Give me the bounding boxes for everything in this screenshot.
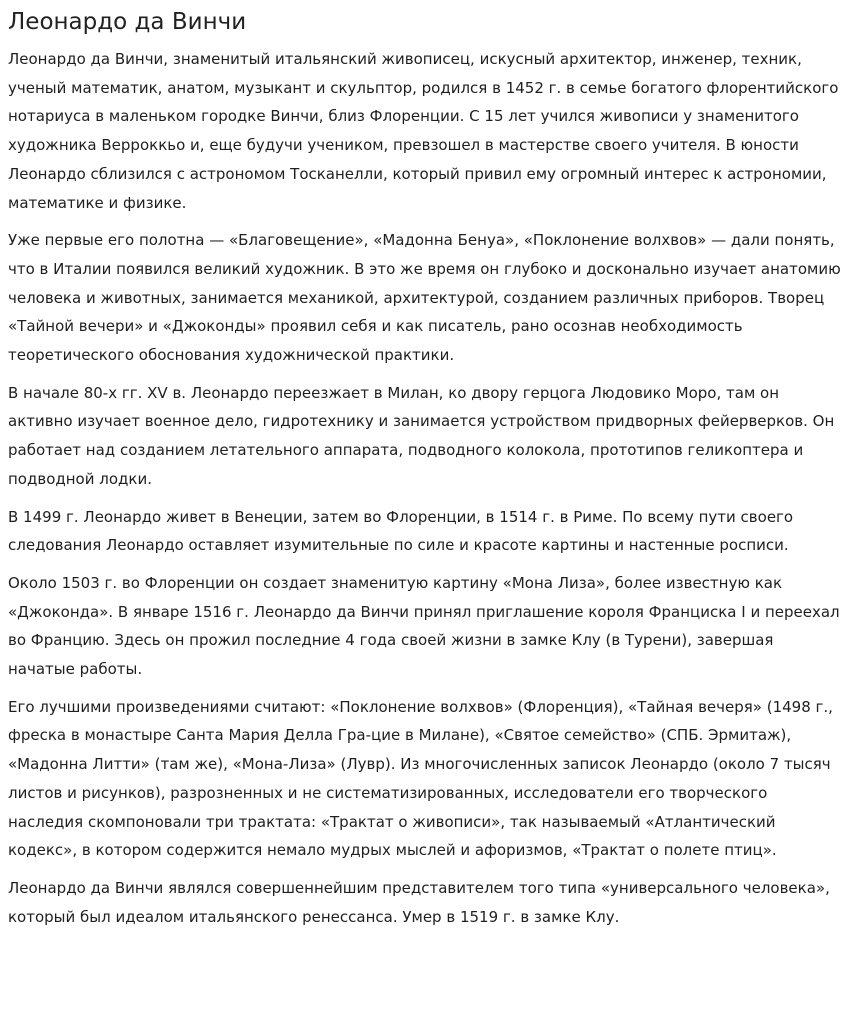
paragraph-6: Его лучшими произведениями считают: «Поклонение волхвов» (Флоренция), «Тайная вечеря» (1498 г., фреска в монастыре Санта Мария Делла Гра-цие в Милане), «Святое семейство» (СПБ. Эрмитаж), «Мадонна Литти» (там же), «Мона-Лиза» (Лувр). Из многочисленных записок Леонардо (около 7 тысяч листов и рисунков), разрозненных и не систематизированных, исследователи его творческого наследия скомпоновали три трактата: «Трактат о живописи», так называемый «Атлантический кодекс», в котором содержится немало мудрых мыслей и афоризмов, «Трактат о полете птиц».: [8, 697, 833, 860]
page-title: Леонардо да Винчи: [8, 9, 247, 35]
paragraph-1: Леонардо да Винчи, знаменитый итальянский живописец, искусный архитектор, инженер, техник, ученый математик, анатом, музыкант и скульптор, родился в 1452 г. в семье богатого флорентийского нотариуса в маленьком городке Винчи, близ Флоренции. С 15 лет учился живописи у знаменитого художника Верроккьо и, еще будучи учеником, превзошел в мастерстве своего учителя. В юности Леонардо сблизился с астрономом Тосканелли, который привил ему огромный интерес к астрономии, математике и физике.: [8, 50, 839, 212]
paragraph-3: В начале 80-х гг. XV в. Леонардо переезжает в Милан, ко двору герцога Людовико Моро, там он активно изучает военное дело, гидротехнику и занимается устройством придворных фейерверков. Он работает над созданием летательного аппарата, подводного колокола, прототипов геликоптера и подводной лодки.: [8, 383, 835, 488]
paragraph-5: Около 1503 г. во Флоренции он создает знаменитую картину «Мона Лиза», более известную как «Джоконда». В январе 1516 г. Леонардо да Винчи принял приглашение короля Франциска I и переехал во Францию. Здесь он прожил последние 4 года своей жизни в замке Клу (в Турени), завершая начатые работы.: [8, 573, 840, 679]
paragraph-2: Уже первые его полотна — «Благовещение», «Мадонна Бенуа», «Поклонение волхвов» — дали понять, что в Италии появился великий художник. В это же время он глубоко и досконально изучает анатомию человека и животных, занимается механикой, архитектурой, созданием различных приборов. Творец «Тайной вечери» и «Джоконды» проявил себя и как писатель, рано осознав необходимость теоретического обоснования художнической практики.: [8, 231, 841, 365]
paragraph-7: Леонардо да Винчи являлся совершеннейшим представителем того типа «универсального человека», который был идеалом итальянского ренессанса. Умер в 1519 г. в замке Клу.: [8, 878, 830, 926]
paragraph-4: В 1499 г. Леонардо живет в Венеции, затем во Флоренции, в 1514 г. в Риме. По всему пути своего следования Леонардо оставляет изумительные по силе и красоте картины и настенные росписи.: [8, 507, 794, 555]
article: [0, 8, 847, 931]
